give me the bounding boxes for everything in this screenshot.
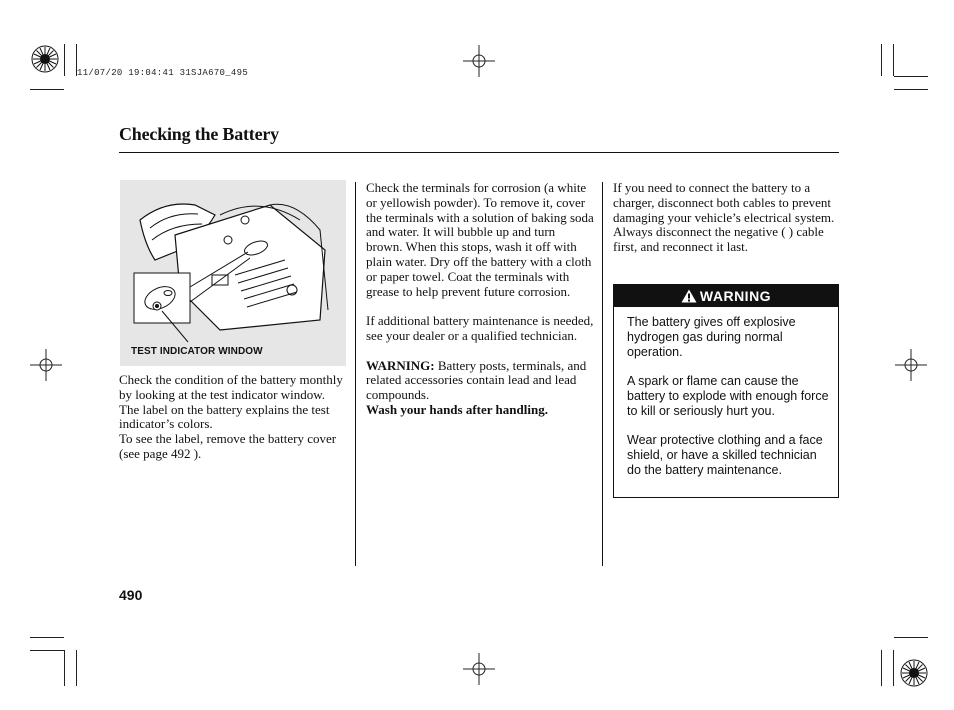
column-2 bbox=[366, 181, 594, 418]
crosshair-icon bbox=[30, 349, 62, 381]
lead-warning bbox=[366, 359, 594, 403]
column-1 bbox=[119, 373, 345, 462]
warning-paragraph: A spark or flame can cause the battery to explode with enough force to kill or seriously hurt you. bbox=[627, 374, 829, 418]
warning-header bbox=[614, 285, 838, 307]
warning-paragraph: Wear protective clothing and a face shield, or have a skilled technician do the battery maintenance. bbox=[627, 433, 823, 477]
paragraph: Check the condition of the battery monthly by looking at the test indicator window. The label on the battery explains the test indicator’s colors. bbox=[119, 372, 343, 432]
lead-warning-bold-text: Wash your hands after handling. bbox=[366, 401, 548, 417]
crosshair-icon bbox=[463, 653, 495, 685]
lead-warning-label: WARNING: bbox=[366, 357, 435, 373]
paragraph: If you need to connect the battery to a charger, disconnect both cables to prevent damaging your vehicle’s electrical system. Always disconnect the negative ( ) cable first, and reconnect it last. bbox=[613, 180, 835, 255]
figure-caption: TEST INDICATOR WINDOW bbox=[131, 346, 263, 357]
print-stamp: 11/07/20 19:04:41 31SJA670_495 bbox=[77, 68, 249, 78]
warning-box bbox=[613, 284, 839, 498]
column-3 bbox=[613, 181, 839, 255]
column-divider bbox=[602, 182, 603, 566]
paragraph: If additional battery maintenance is needed, see your dealer or a qualified technician. bbox=[366, 313, 594, 343]
crosshair-icon bbox=[463, 45, 495, 77]
warning-body bbox=[627, 315, 832, 492]
page-number: 490 bbox=[119, 587, 143, 603]
lead-warning-text: Battery posts, terminals, and related accessories contain lead and lead compounds. bbox=[366, 357, 587, 403]
registration-starburst-icon bbox=[30, 44, 60, 74]
page-title: Checking the Battery bbox=[119, 124, 279, 144]
paragraph: Check the terminals for corrosion (a white or yellowish powder). To remove it, cover the terminals with a solution of baking soda and water. It will bubble up and turn brown. When this stops, wash it off with plain water. Dry off the battery with a cloth or paper towel. Coat the terminals with grease to help prevent future corrosion. bbox=[366, 180, 594, 299]
warning-header-label: WARNING bbox=[699, 288, 772, 304]
battery-illustration bbox=[120, 180, 346, 366]
column-divider bbox=[355, 182, 356, 566]
engine-bay-drawing bbox=[120, 180, 346, 366]
crosshair-icon bbox=[895, 349, 927, 381]
registration-starburst-icon bbox=[899, 658, 929, 688]
warning-triangle-icon bbox=[681, 289, 697, 303]
lead-warning-bold bbox=[366, 403, 594, 418]
title-divider bbox=[119, 152, 839, 153]
paragraph: To see the label, remove the battery cover (see page 492 ). bbox=[119, 431, 337, 461]
warning-paragraph: The battery gives off explosive hydrogen gas during normal operation. bbox=[627, 315, 796, 359]
